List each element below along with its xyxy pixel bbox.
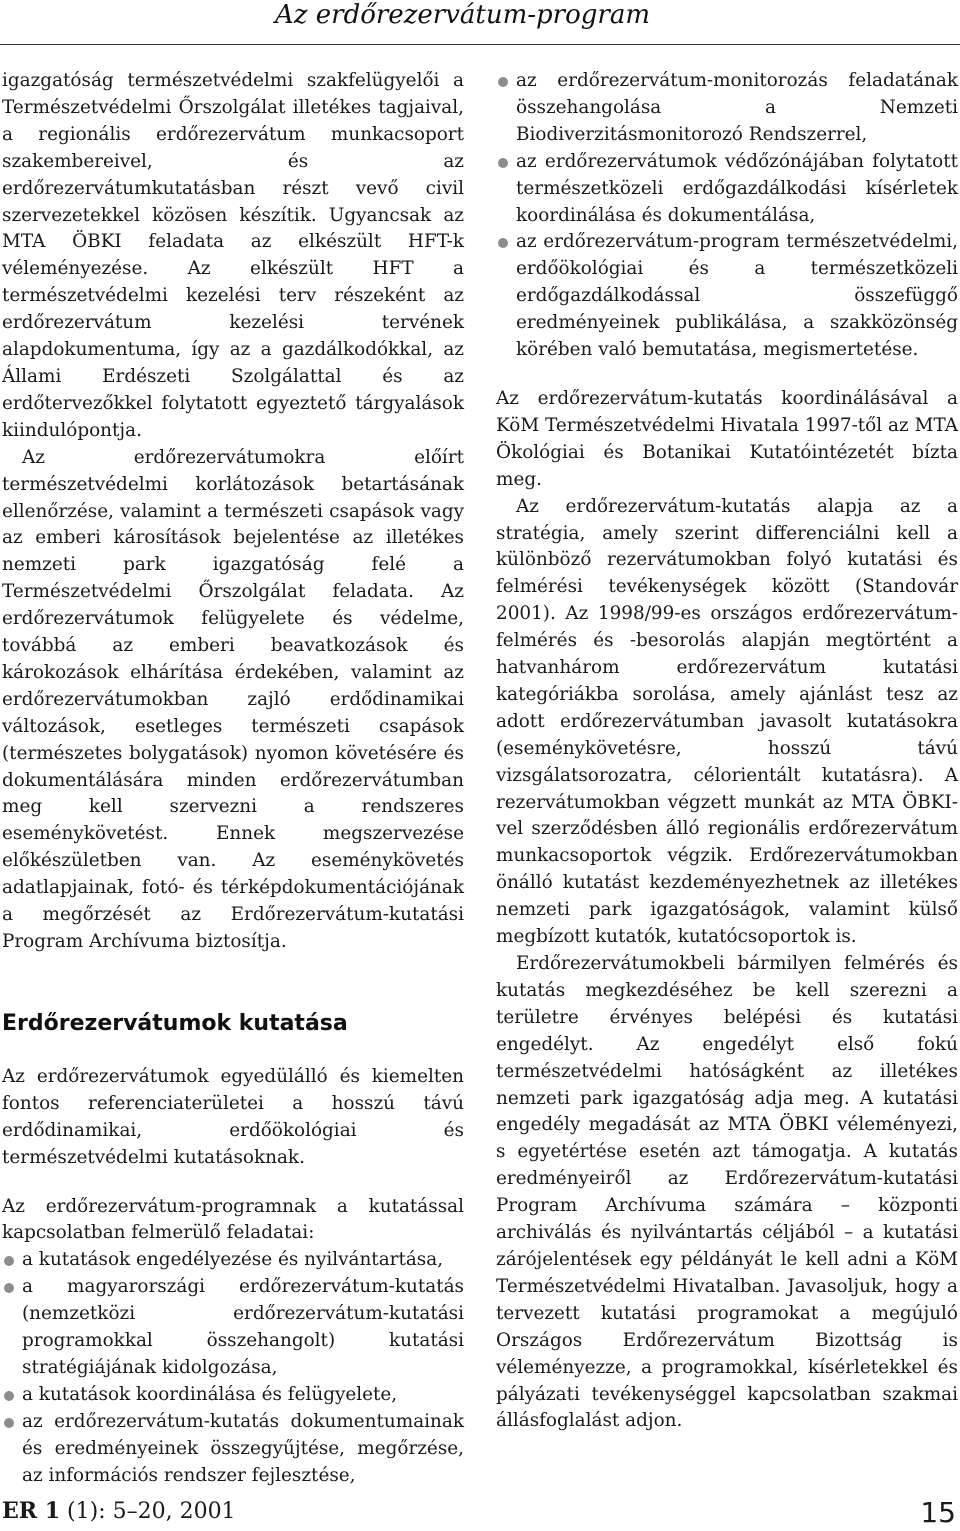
list-item: az erdőrezervátum-program természetvédelmi, erdőökológiai és a természetközeli erdőgazdálkodással összefüggő eredményeinek publikálása, a szakközönség körében való bemutatása, megismertetése.	[496, 229, 958, 364]
header-rule	[0, 44, 960, 45]
citation	[2, 1498, 236, 1524]
task-list-continued	[496, 68, 958, 364]
list-item: a magyarországi erdőrezervátum-kutatás (nemzetközi erdőrezervátum-kutatási programokkal összehangolt) kutatási stratégiájának kidolgozása,	[2, 1274, 464, 1382]
list-item: a kutatások koordinálása és felügyelete,	[2, 1382, 464, 1409]
left-column	[2, 68, 464, 1490]
list-item: az erdőrezervátum-monitorozás feladatának összehangolása a Nemzeti Biodiverzitásmonitorozó Rendszerrel,	[496, 68, 958, 149]
issue-details: (1): 5–20, 2001	[60, 1499, 236, 1524]
paragraph: Az erdőrezervátum-programnak a kutatással kapcsolatban felmerülő feladatai:	[2, 1195, 464, 1244]
right-column	[496, 68, 958, 1435]
list-item: az erdőrezervátum-kutatás dokumentumainak és eredményeinek összegyűjtése, megőrzése, az információs rendszer fejlesztése,	[2, 1409, 464, 1490]
page-number: 15	[920, 1496, 956, 1529]
paragraph: igazgatóság természetvédelmi szakfelügyelői a Természetvédelmi Őrszolgálat illetékes tagjaival, a regionális erdőrezervátum munkacsoport szakembereivel, és az erdőrezervátumkutatásban részt vevő civil szervezetekkel közösen készítik. Ugyancsak az MTA ÖBKI feladata az elkészült HFT-k véleményezése. Az elkészült HFT a természetvédelmi kezelési terv részeként az erdőrezervátum kezelési tervének alapdokumentuma, így az a gazdálkodókkal, az Állami Erdészeti Szolgálattal és az erdőtervezőkkel folytatott egyeztető tárgyalások kiindulópontja.	[2, 70, 464, 441]
section-heading: Erdőrezervátumok kutatása	[2, 1010, 348, 1036]
journal-name: ER 1	[2, 1498, 61, 1524]
paragraph: Az erdőrezervátum-kutatás alapja az a stratégia, amely szerint differenciálni kell a különböző rezervátumokban folyó kutatási és felmérési tevékenységek között (Standovár 2001). Az 1998/99-es országos erdőrezervátum-felmérés és -besorolás alapján megtörtént a hatvanhárom erdőrezervátum kutatási kategóriákba sorolása, amely ajánlást tesz az adott erdőrezervátumban javasolt kutatásokra (eseménykövetésre, hosszú távú vizsgálatsorozatra, célorientált kutatásra). A rezervátumokban végzett munkát az MTA ÖBKI-vel szerződésben álló regionális erdőrezervátum munkacsoportok végzik. Erdőrezervátumokban önálló kutatást kezdeményezhetnek az illetékes nemzeti park igazgatóságok, valamint külső megbízott kutatók, kutatócsoportok is.	[496, 495, 958, 948]
list-item: a kutatások engedélyezése és nyilvántartása,	[2, 1247, 464, 1274]
paragraph: Az erdőrezervátumokra előírt természetvédelmi korlátozások betartásának ellenőrzése, valamint a természeti csapások vagy az emberi károsítások bejelentése az illetékes nemzeti park igazgatóság felé a Természetvédelmi Őrszolgálat feladata. Az erdőrezervátumok felügyelete és védelme, továbbá az emberi beavatkozások és károkozások elhárítása érdekében, valamint az erdőrezervátumokban zajló erdődinamikai változások, esetleges természeti csapások (természetes bolygatások) nyomon követésére és dokumentálására minden erdőrezervátumban meg kell szervezni a rendszeres eseménykövetést. Ennek megszervezése előkészületben van. Az eseménykövetés adatlapjainak, fotó- és térképdokumentációjának a megőrzését az Erdőrezervátum-kutatási Program Archívuma biztosítja.	[2, 446, 464, 952]
running-title: Az erdőrezervátum-program	[275, 0, 650, 30]
list-item: az erdőrezervátumok védőzónájában folytatott természetközeli erdőgazdálkodási kísérletek koordinálása és dokumentálása,	[496, 149, 958, 230]
paragraph: Az erdőrezervátumok egyedülálló és kiemelten fontos referenciaterületei a hosszú távú erdődinamikai, erdőökológiai és természetvédelmi kutatásoknak.	[2, 1065, 464, 1168]
paragraph: Az erdőrezervátum-kutatás koordinálásával a KöM Természetvédelmi Hivatala 1997-től az MTA Ökológiai és Botanikai Kutatóintézetét bízta meg.	[496, 387, 958, 490]
paragraph: Erdőrezervátumokbeli bármilyen felmérés és kutatás megkezdéséhez be kell szerezni a területre érvényes belépési és kutatási engedélyt. Az engedélyt első fokú természetvédelmi hatóságként az illetékes nemzeti park igazgatóság adja meg. A kutatási engedély megadását az MTA ÖBKI véleményezi, s egyetértése esetén azt támogatja. A kutatás eredményeiről az Erdőrezervátum-kutatási Program Archívuma számára – központi archiválás és nyilvántartás céljából – a kutatási zárójelentések egy példányát le kell adni a KöM Természetvédelmi Hivatalban. Javasoljuk, hogy a tervezett kutatási programokat a megújuló Országos Erdőrezervátum Bizottság is véleményezze, a programokkal, kísérletekkel és pályázati tevékenységgel kapcsolatban szakmai állásfoglalást adjon.	[496, 953, 958, 1432]
page-header	[0, 0, 960, 44]
task-list	[2, 1247, 464, 1489]
